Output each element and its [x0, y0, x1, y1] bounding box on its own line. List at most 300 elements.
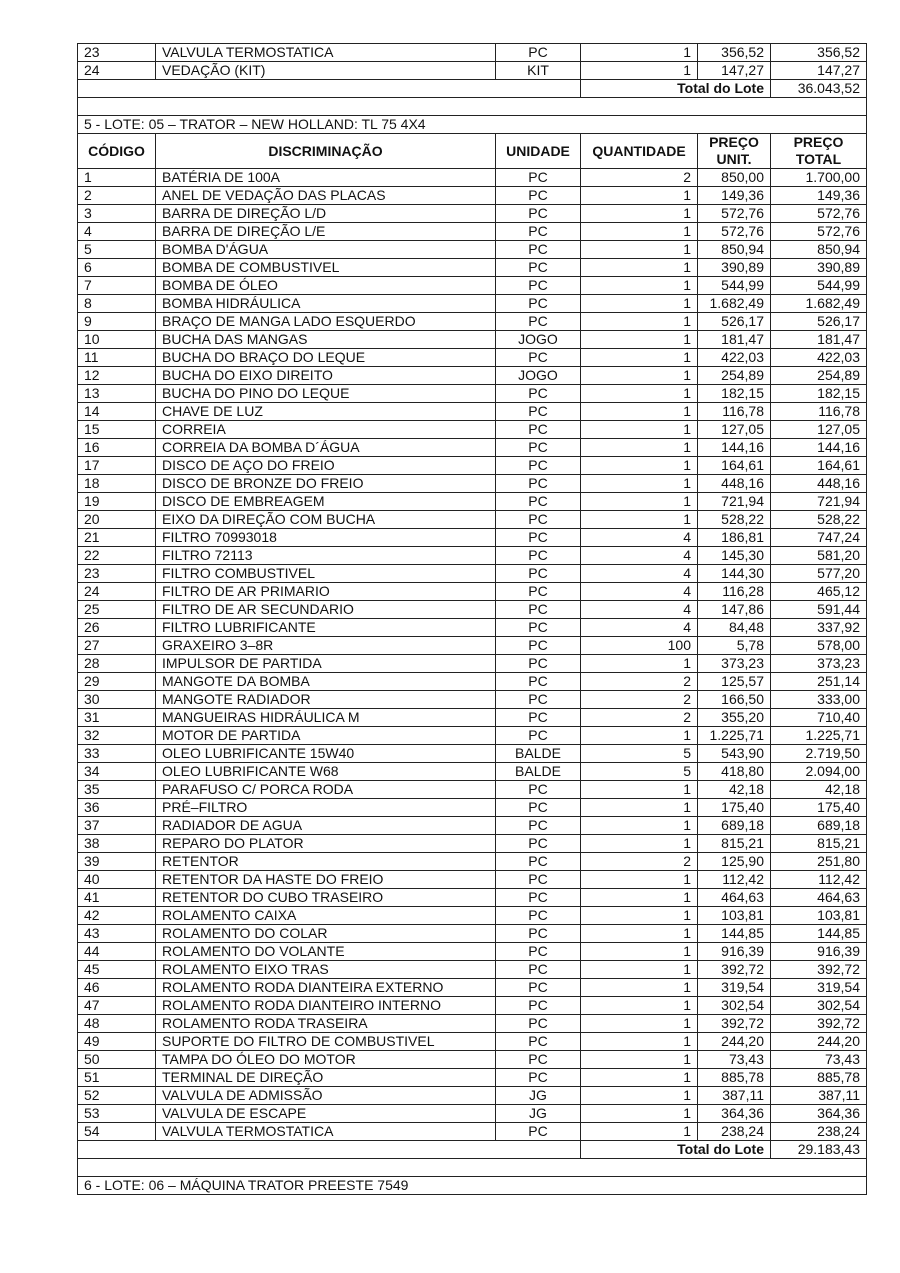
item-preco-total: 42,18 — [771, 781, 867, 799]
lote5-title: 5 - LOTE: 05 – TRATOR – NEW HOLLAND: TL 75 4X4 — [78, 116, 867, 134]
item-quantidade: 1 — [581, 403, 698, 421]
table-row — [78, 529, 867, 547]
item-preco-unit: 526,17 — [698, 313, 771, 331]
table-row — [78, 871, 867, 889]
table-row — [78, 331, 867, 349]
item-discriminacao: FILTRO 70993018 — [156, 529, 496, 547]
item-unidade: JG — [496, 1105, 581, 1123]
item-preco-unit: 387,11 — [698, 1087, 771, 1105]
item-discriminacao: PRÉ–FILTRO — [156, 799, 496, 817]
table-row — [78, 691, 867, 709]
item-preco-total: 581,20 — [771, 547, 867, 565]
item-preco-unit: 392,72 — [698, 961, 771, 979]
item-codigo: 33 — [78, 745, 156, 763]
item-unidade: PC — [496, 799, 581, 817]
table-row — [78, 295, 867, 313]
item-unidade: KIT — [496, 62, 581, 80]
table-row — [78, 457, 867, 475]
item-preco-total: 464,63 — [771, 889, 867, 907]
lote5-total-section — [78, 1141, 867, 1195]
header-preco-unit: PREÇO UNIT. — [698, 134, 771, 169]
item-unidade: PC — [496, 259, 581, 277]
item-unidade: PC — [496, 943, 581, 961]
item-discriminacao: BUCHA DO BRAÇO DO LEQUE — [156, 349, 496, 367]
item-quantidade: 1 — [581, 1105, 698, 1123]
table-row — [78, 889, 867, 907]
table-row — [78, 205, 867, 223]
item-unidade: PC — [496, 1033, 581, 1051]
item-discriminacao: OLEO LUBRIFICANTE W68 — [156, 763, 496, 781]
item-quantidade: 1 — [581, 1051, 698, 1069]
item-preco-unit: 392,72 — [698, 1015, 771, 1033]
item-codigo: 38 — [78, 835, 156, 853]
item-codigo: 41 — [78, 889, 156, 907]
item-preco-unit: 125,90 — [698, 853, 771, 871]
item-codigo: 54 — [78, 1123, 156, 1141]
table-row — [78, 169, 867, 187]
item-quantidade: 1 — [581, 205, 698, 223]
table-row — [78, 44, 867, 62]
item-discriminacao: FILTRO COMBUSTIVEL — [156, 565, 496, 583]
item-preco-total: 181,47 — [771, 331, 867, 349]
item-discriminacao: SUPORTE DO FILTRO DE COMBUSTIVEL — [156, 1033, 496, 1051]
item-codigo: 3 — [78, 205, 156, 223]
item-unidade: PC — [496, 403, 581, 421]
item-preco-unit: 572,76 — [698, 205, 771, 223]
item-unidade: PC — [496, 223, 581, 241]
item-discriminacao: FILTRO 72113 — [156, 547, 496, 565]
item-discriminacao: VALVULA DE ADMISSÃO — [156, 1087, 496, 1105]
table-row — [78, 817, 867, 835]
item-preco-unit: 689,18 — [698, 817, 771, 835]
item-preco-unit: 572,76 — [698, 223, 771, 241]
item-discriminacao: EIXO DA DIREÇÃO COM BUCHA — [156, 511, 496, 529]
item-codigo: 12 — [78, 367, 156, 385]
item-unidade: PC — [496, 691, 581, 709]
item-preco-total: 147,27 — [771, 62, 867, 80]
table-row — [78, 1015, 867, 1033]
item-quantidade: 4 — [581, 529, 698, 547]
item-codigo: 4 — [78, 223, 156, 241]
item-codigo: 24 — [78, 62, 156, 80]
item-unidade: PC — [496, 457, 581, 475]
item-codigo: 34 — [78, 763, 156, 781]
item-unidade: PC — [496, 547, 581, 565]
item-unidade: PC — [496, 493, 581, 511]
item-unidade: PC — [496, 511, 581, 529]
table-row — [78, 961, 867, 979]
item-discriminacao: ROLAMENTO DO COLAR — [156, 925, 496, 943]
table-row — [78, 979, 867, 997]
lote5-total-spacer — [78, 1141, 581, 1159]
item-codigo: 24 — [78, 583, 156, 601]
item-preco-total: 337,92 — [771, 619, 867, 637]
item-preco-total: 885,78 — [771, 1069, 867, 1087]
item-unidade: PC — [496, 295, 581, 313]
item-preco-total: 815,21 — [771, 835, 867, 853]
item-preco-total: 1.225,71 — [771, 727, 867, 745]
item-quantidade: 2 — [581, 691, 698, 709]
item-codigo: 7 — [78, 277, 156, 295]
item-quantidade: 100 — [581, 637, 698, 655]
item-preco-unit: 144,16 — [698, 439, 771, 457]
item-preco-total: 710,40 — [771, 709, 867, 727]
item-codigo: 16 — [78, 439, 156, 457]
item-quantidade: 1 — [581, 62, 698, 80]
item-discriminacao: ROLAMENTO DO VOLANTE — [156, 943, 496, 961]
lote4-total-spacer — [78, 80, 581, 98]
item-preco-total: 144,16 — [771, 439, 867, 457]
item-preco-unit: 127,05 — [698, 421, 771, 439]
item-preco-total: 116,78 — [771, 403, 867, 421]
item-quantidade: 1 — [581, 943, 698, 961]
item-unidade: PC — [496, 619, 581, 637]
item-quantidade: 1 — [581, 44, 698, 62]
item-preco-total: 572,76 — [771, 205, 867, 223]
item-discriminacao: CORREIA DA BOMBA D´ÁGUA — [156, 439, 496, 457]
item-codigo: 25 — [78, 601, 156, 619]
lote4-total-row — [78, 80, 867, 98]
item-codigo: 22 — [78, 547, 156, 565]
item-unidade: PC — [496, 475, 581, 493]
table-row — [78, 475, 867, 493]
item-quantidade: 1 — [581, 511, 698, 529]
item-codigo: 28 — [78, 655, 156, 673]
item-codigo: 23 — [78, 44, 156, 62]
item-preco-unit: 721,94 — [698, 493, 771, 511]
table-row — [78, 1123, 867, 1141]
item-unidade: PC — [496, 997, 581, 1015]
item-unidade: PC — [496, 205, 581, 223]
item-discriminacao: MANGOTE DA BOMBA — [156, 673, 496, 691]
table-row — [78, 619, 867, 637]
item-preco-unit: 84,48 — [698, 619, 771, 637]
item-preco-total: 149,36 — [771, 187, 867, 205]
item-discriminacao: BUCHA DAS MANGAS — [156, 331, 496, 349]
lote6-title-row — [78, 1177, 867, 1195]
table-row — [78, 835, 867, 853]
item-quantidade: 1 — [581, 889, 698, 907]
item-codigo: 21 — [78, 529, 156, 547]
header-preco-total: PREÇO TOTAL — [771, 134, 867, 169]
item-preco-unit: 149,36 — [698, 187, 771, 205]
item-quantidade: 1 — [581, 385, 698, 403]
item-discriminacao: BARRA DE DIREÇÃO L/D — [156, 205, 496, 223]
item-preco-unit: 73,43 — [698, 1051, 771, 1069]
item-discriminacao: ROLAMENTO RODA DIANTEIRA EXTERNO — [156, 979, 496, 997]
item-preco-unit: 885,78 — [698, 1069, 771, 1087]
item-unidade: JOGO — [496, 331, 581, 349]
item-preco-unit: 464,63 — [698, 889, 771, 907]
item-quantidade: 1 — [581, 925, 698, 943]
item-preco-total: 577,20 — [771, 565, 867, 583]
item-quantidade: 1 — [581, 295, 698, 313]
item-quantidade: 1 — [581, 439, 698, 457]
table-row — [78, 1033, 867, 1051]
blank-row — [78, 98, 867, 116]
item-quantidade: 4 — [581, 619, 698, 637]
item-quantidade: 1 — [581, 835, 698, 853]
header-unidade: UNIDADE — [496, 134, 581, 169]
item-quantidade: 1 — [581, 871, 698, 889]
item-discriminacao: FILTRO DE AR SECUNDARIO — [156, 601, 496, 619]
item-preco-unit: 112,42 — [698, 871, 771, 889]
table-row — [78, 799, 867, 817]
item-preco-total: 251,80 — [771, 853, 867, 871]
item-codigo: 5 — [78, 241, 156, 259]
lote4-rows — [78, 44, 867, 80]
item-codigo: 46 — [78, 979, 156, 997]
item-preco-unit: 319,54 — [698, 979, 771, 997]
item-discriminacao: BOMBA HIDRÁULICA — [156, 295, 496, 313]
item-preco-total: 392,72 — [771, 1015, 867, 1033]
item-codigo: 26 — [78, 619, 156, 637]
table-row — [78, 565, 867, 583]
item-codigo: 29 — [78, 673, 156, 691]
item-unidade: PC — [496, 889, 581, 907]
item-unidade: PC — [496, 709, 581, 727]
item-codigo: 2 — [78, 187, 156, 205]
item-discriminacao: RETENTOR DO CUBO TRASEIRO — [156, 889, 496, 907]
table-row — [78, 62, 867, 80]
item-discriminacao: BOMBA DE COMBUSTIVEL — [156, 259, 496, 277]
item-quantidade: 1 — [581, 997, 698, 1015]
item-discriminacao: CHAVE DE LUZ — [156, 403, 496, 421]
blank-row — [78, 1159, 867, 1177]
item-codigo: 14 — [78, 403, 156, 421]
lote4-total-value: 36.043,52 — [771, 80, 867, 98]
item-discriminacao: CORREIA — [156, 421, 496, 439]
table-header-row — [78, 134, 867, 169]
item-discriminacao: TERMINAL DE DIREÇÃO — [156, 1069, 496, 1087]
item-preco-unit: 116,28 — [698, 583, 771, 601]
table-row — [78, 511, 867, 529]
item-codigo: 51 — [78, 1069, 156, 1087]
item-preco-unit: 1.682,49 — [698, 295, 771, 313]
table-row — [78, 745, 867, 763]
table-row — [78, 763, 867, 781]
item-discriminacao: ANEL DE VEDAÇÃO DAS PLACAS — [156, 187, 496, 205]
item-preco-unit: 916,39 — [698, 943, 771, 961]
item-quantidade: 1 — [581, 367, 698, 385]
item-unidade: PC — [496, 601, 581, 619]
item-preco-total: 164,61 — [771, 457, 867, 475]
item-codigo: 49 — [78, 1033, 156, 1051]
table-row — [78, 655, 867, 673]
item-codigo: 11 — [78, 349, 156, 367]
item-codigo: 43 — [78, 925, 156, 943]
item-preco-unit: 145,30 — [698, 547, 771, 565]
lote5-title-row — [78, 116, 867, 134]
item-codigo: 19 — [78, 493, 156, 511]
table-row — [78, 727, 867, 745]
item-codigo: 27 — [78, 637, 156, 655]
lote5-total-value: 29.183,43 — [771, 1141, 867, 1159]
table-row — [78, 259, 867, 277]
item-quantidade: 1 — [581, 781, 698, 799]
item-quantidade: 2 — [581, 169, 698, 187]
item-preco-unit: 373,23 — [698, 655, 771, 673]
table-row — [78, 1087, 867, 1105]
item-unidade: PC — [496, 529, 581, 547]
item-discriminacao: RETENTOR DA HASTE DO FREIO — [156, 871, 496, 889]
item-preco-unit: 164,61 — [698, 457, 771, 475]
item-preco-unit: 244,20 — [698, 1033, 771, 1051]
item-codigo: 52 — [78, 1087, 156, 1105]
table-row — [78, 853, 867, 871]
item-unidade: PC — [496, 421, 581, 439]
item-quantidade: 2 — [581, 673, 698, 691]
item-preco-unit: 448,16 — [698, 475, 771, 493]
item-quantidade: 4 — [581, 601, 698, 619]
item-discriminacao: FILTRO DE AR PRIMARIO — [156, 583, 496, 601]
header-codigo: CÓDIGO — [78, 134, 156, 169]
item-preco-total: 144,85 — [771, 925, 867, 943]
item-unidade: PC — [496, 1069, 581, 1087]
item-codigo: 18 — [78, 475, 156, 493]
item-quantidade: 1 — [581, 727, 698, 745]
item-codigo: 44 — [78, 943, 156, 961]
item-codigo: 13 — [78, 385, 156, 403]
table-row — [78, 1051, 867, 1069]
item-codigo: 1 — [78, 169, 156, 187]
item-preco-unit: 147,86 — [698, 601, 771, 619]
lote5-rows — [78, 169, 867, 1141]
item-preco-unit: 254,89 — [698, 367, 771, 385]
item-unidade: PC — [496, 187, 581, 205]
item-unidade: JOGO — [496, 367, 581, 385]
table-row — [78, 1069, 867, 1087]
item-preco-unit: 144,30 — [698, 565, 771, 583]
item-preco-unit: 182,15 — [698, 385, 771, 403]
item-preco-total: 448,16 — [771, 475, 867, 493]
item-unidade: PC — [496, 925, 581, 943]
item-discriminacao: MOTOR DE PARTIDA — [156, 727, 496, 745]
item-preco-total: 572,76 — [771, 223, 867, 241]
item-quantidade: 1 — [581, 655, 698, 673]
item-preco-total: 333,00 — [771, 691, 867, 709]
item-quantidade: 1 — [581, 1087, 698, 1105]
item-preco-unit: 302,54 — [698, 997, 771, 1015]
lote4-total-section — [78, 80, 867, 169]
item-preco-unit: 1.225,71 — [698, 727, 771, 745]
item-codigo: 31 — [78, 709, 156, 727]
table-row — [78, 997, 867, 1015]
item-preco-total: 721,94 — [771, 493, 867, 511]
item-preco-total: 364,36 — [771, 1105, 867, 1123]
item-discriminacao: DISCO DE BRONZE DO FREIO — [156, 475, 496, 493]
item-preco-unit: 125,57 — [698, 673, 771, 691]
item-quantidade: 1 — [581, 349, 698, 367]
table-row — [78, 781, 867, 799]
item-discriminacao: BUCHA DO PINO DO LEQUE — [156, 385, 496, 403]
item-preco-total: 528,22 — [771, 511, 867, 529]
item-discriminacao: PARAFUSO C/ PORCA RODA — [156, 781, 496, 799]
item-discriminacao: OLEO LUBRIFICANTE 15W40 — [156, 745, 496, 763]
item-discriminacao: ROLAMENTO CAIXA — [156, 907, 496, 925]
item-preco-total: 251,14 — [771, 673, 867, 691]
item-discriminacao: BOMBA DE ÓLEO — [156, 277, 496, 295]
item-unidade: PC — [496, 979, 581, 997]
item-preco-unit: 186,81 — [698, 529, 771, 547]
item-discriminacao: DISCO DE AÇO DO FREIO — [156, 457, 496, 475]
item-discriminacao: BOMBA D'ÁGUA — [156, 241, 496, 259]
item-unidade: PC — [496, 781, 581, 799]
item-unidade: PC — [496, 313, 581, 331]
item-preco-unit: 850,94 — [698, 241, 771, 259]
item-preco-total: 578,00 — [771, 637, 867, 655]
item-unidade: PC — [496, 349, 581, 367]
table-row — [78, 493, 867, 511]
item-quantidade: 1 — [581, 241, 698, 259]
item-preco-unit: 166,50 — [698, 691, 771, 709]
item-discriminacao: DISCO DE EMBREAGEM — [156, 493, 496, 511]
item-preco-unit: 116,78 — [698, 403, 771, 421]
item-discriminacao: VALVULA TERMOSTATICA — [156, 1123, 496, 1141]
item-preco-unit: 175,40 — [698, 799, 771, 817]
item-preco-unit: 42,18 — [698, 781, 771, 799]
item-quantidade: 1 — [581, 1015, 698, 1033]
item-preco-total: 127,05 — [771, 421, 867, 439]
item-codigo: 20 — [78, 511, 156, 529]
item-quantidade: 1 — [581, 331, 698, 349]
item-quantidade: 1 — [581, 799, 698, 817]
item-quantidade: 1 — [581, 493, 698, 511]
item-quantidade: 1 — [581, 907, 698, 925]
table-row — [78, 349, 867, 367]
item-unidade: PC — [496, 907, 581, 925]
item-preco-unit: 544,99 — [698, 277, 771, 295]
item-codigo: 17 — [78, 457, 156, 475]
item-preco-unit: 147,27 — [698, 62, 771, 80]
item-codigo: 30 — [78, 691, 156, 709]
item-quantidade: 4 — [581, 565, 698, 583]
item-quantidade: 1 — [581, 961, 698, 979]
table-row — [78, 277, 867, 295]
item-preco-total: 544,99 — [771, 277, 867, 295]
item-preco-total: 689,18 — [771, 817, 867, 835]
table-row — [78, 223, 867, 241]
item-preco-total: 238,24 — [771, 1123, 867, 1141]
item-preco-total: 244,20 — [771, 1033, 867, 1051]
item-preco-total: 103,81 — [771, 907, 867, 925]
item-preco-total: 591,44 — [771, 601, 867, 619]
item-discriminacao: IMPULSOR DE PARTIDA — [156, 655, 496, 673]
lote4-total-label: Total do Lote — [581, 80, 771, 98]
item-preco-unit: 356,52 — [698, 44, 771, 62]
item-preco-total: 390,89 — [771, 259, 867, 277]
item-quantidade: 2 — [581, 853, 698, 871]
item-preco-unit: 422,03 — [698, 349, 771, 367]
lote5-total-row — [78, 1141, 867, 1159]
table-row — [78, 925, 867, 943]
table-row — [78, 943, 867, 961]
item-quantidade: 1 — [581, 421, 698, 439]
item-quantidade: 1 — [581, 817, 698, 835]
item-unidade: JG — [496, 1087, 581, 1105]
item-unidade: PC — [496, 1015, 581, 1033]
item-quantidade: 5 — [581, 745, 698, 763]
header-quantidade: QUANTIDADE — [581, 134, 698, 169]
item-discriminacao: BUCHA DO EIXO DIREITO — [156, 367, 496, 385]
item-unidade: PC — [496, 871, 581, 889]
item-preco-total: 112,42 — [771, 871, 867, 889]
item-codigo: 45 — [78, 961, 156, 979]
item-quantidade: 2 — [581, 709, 698, 727]
item-discriminacao: RADIADOR DE AGUA — [156, 817, 496, 835]
item-codigo: 50 — [78, 1051, 156, 1069]
item-unidade: PC — [496, 961, 581, 979]
